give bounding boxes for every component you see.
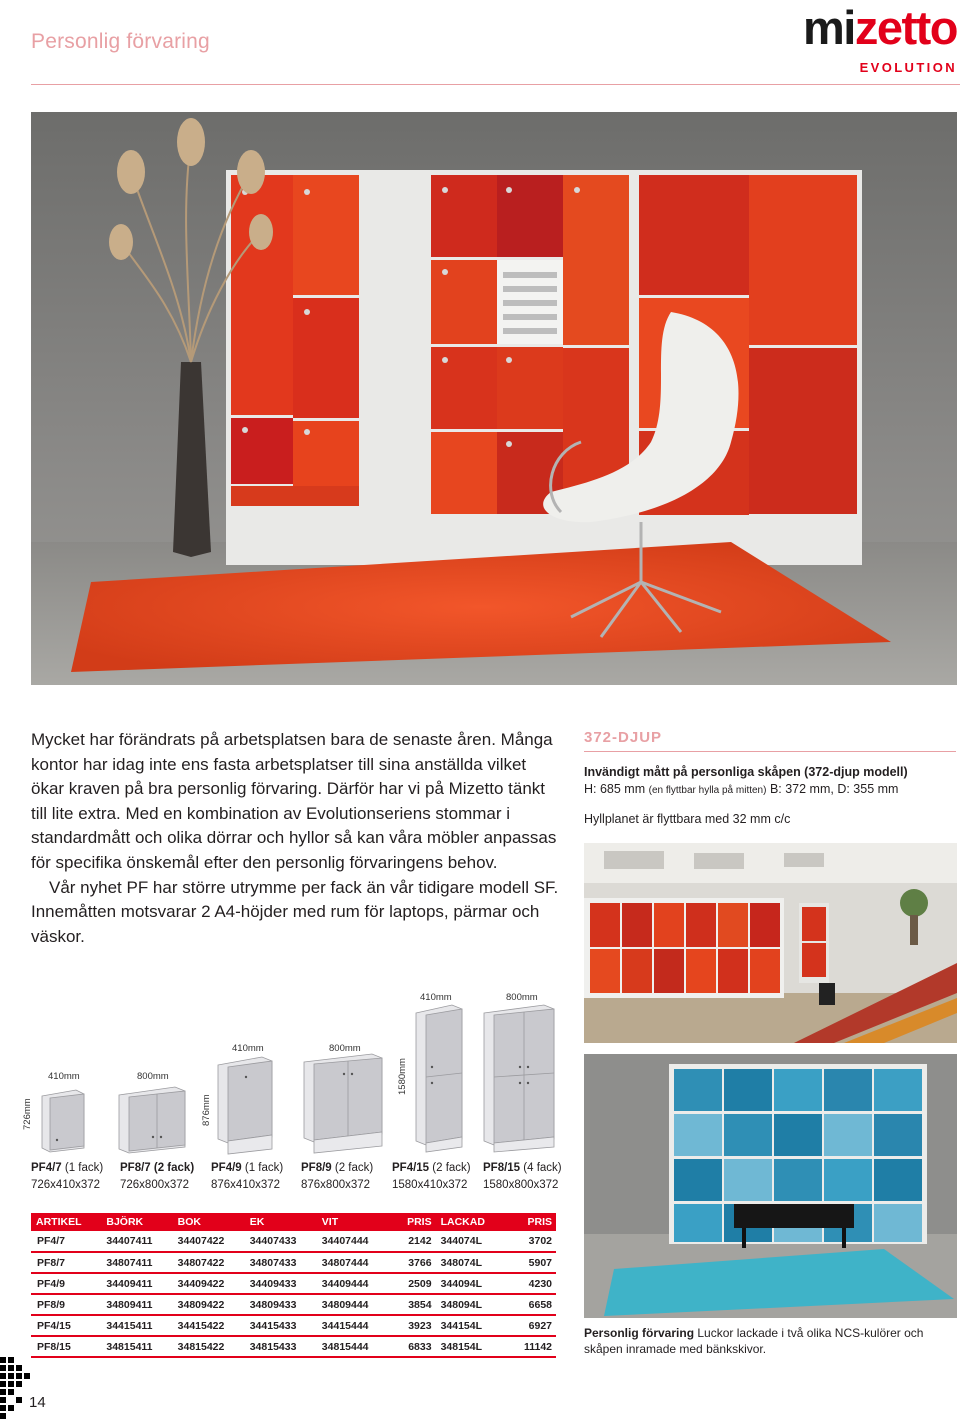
office-illustration: [584, 843, 957, 1043]
height-726-label: 726mm: [22, 1098, 33, 1130]
depth-heading-rule: [584, 751, 956, 752]
cabinet-pf4-7-drawing: [40, 1088, 86, 1154]
table-row: PF4/7 34407411 34407422 34407433 34407444 2142 344074L 3702: [31, 1231, 556, 1252]
hero-photo: [31, 112, 957, 685]
cabinet-pf8-9-drawing: [302, 1052, 384, 1154]
shelf-note: Hyllplanet är flyttbara med 32 mm c/c: [584, 812, 791, 826]
cabinet-pf4-9-drawing: [216, 1055, 274, 1155]
table-row: PF4/15 34415411 34415422 34415433 34415444 3923 344154L 6927: [31, 1315, 556, 1336]
width-800-label-large: 800mm: [506, 992, 538, 1003]
model-pf8-7: PF8/7 (2 fack) 726x800x372: [120, 1162, 195, 1191]
col-vit: VIT: [317, 1213, 389, 1231]
model-pf4-15: PF4/15 (2 fack) 1580x410x372: [392, 1162, 471, 1191]
cabinet-pf8-7-drawing: [117, 1085, 187, 1155]
spec-title: Invändigt mått på personliga skåpen (372-djup modell): [584, 765, 908, 779]
blue-lockers-illustration: [584, 1054, 957, 1318]
height-1580-label: 1580mm: [397, 1058, 408, 1095]
hero-illustration: [31, 112, 957, 685]
price-table-header: [31, 1213, 556, 1231]
spec-block: [584, 764, 960, 828]
depth-heading: 372-DJUP: [584, 729, 663, 746]
height-876-label: 876mm: [201, 1094, 212, 1126]
spec-dimensions: H: 685 mm (en flyttbar hylla på mitten) B: 372 mm, D: 355 mm: [584, 782, 899, 796]
mizetto-logo: mizetto EVOLUTION: [802, 1, 957, 75]
col-bjork: BJÖRK: [101, 1213, 172, 1231]
blue-lockers-photo: [584, 1054, 957, 1318]
office-photo: [584, 843, 957, 1043]
intro-paragraph-1: Mycket har förändrats på arbetsplatsen bara de senaste åren. Många kontor har idag inte ens fasta arbetsplatser till sina anställda vilket ökar kraven på bra personlig förvaring. Därför har vi på Mizetto tänkt till lite extra. Med en kombination av Evolutionseriens stommar i standardmått och olika dörrar och hyllor så kan våra möbler anpassas för specifika önskemål efter den personlig förvaringens behov.: [31, 730, 557, 872]
col-bok: BOK: [173, 1213, 245, 1231]
page-title: Personlig förvaring: [31, 30, 210, 53]
col-artikel: ARTIKEL: [31, 1213, 101, 1231]
cabinet-pf4-15-drawing: [414, 1003, 464, 1153]
table-row: PF8/9 34809411 34809422 34809433 34809444 3854 348094L 6658: [31, 1294, 556, 1315]
width-800-label-small: 800mm: [137, 1071, 169, 1082]
col-ek: EK: [245, 1213, 317, 1231]
width-410-label-medium: 410mm: [232, 1043, 264, 1054]
model-pf4-9: PF4/9 (1 fack) 876x410x372: [211, 1162, 284, 1191]
pixel-decoration: [0, 1357, 30, 1419]
intro-text: [31, 728, 561, 949]
table-row: PF4/9 34409411 34409422 34409433 34409444 2509 344094L 4230: [31, 1273, 556, 1294]
logo-subtitle: EVOLUTION: [859, 60, 957, 75]
width-410-label-small: 410mm: [48, 1071, 80, 1082]
model-pf8-9: PF8/9 (2 fack) 876x800x372: [301, 1162, 374, 1191]
width-800-label-medium: 800mm: [329, 1043, 361, 1054]
col-pris-lackad: PRIS: [504, 1213, 556, 1231]
col-pris: PRIS: [389, 1213, 436, 1231]
header-rule: [31, 84, 960, 85]
cabinet-pf8-15-drawing: [482, 1003, 556, 1153]
model-pf4-7: PF4/7 (1 fack) 726x410x372: [31, 1162, 104, 1191]
table-row: PF8/7 34807411 34807422 34807433 34807444 3766 348074L 5907: [31, 1252, 556, 1273]
page-number: 14: [29, 1394, 46, 1411]
photo-caption: Personlig förvaring Luckor lackade i två olika NCS-kulörer och skåpen inramade med bänkskivor.: [584, 1326, 924, 1356]
intro-paragraph-2: Vår nyhet PF har större utrymme per fack än vår tidigare modell SF. Innemåtten motsvarar 2 A4-höjder med rum för laptops, pärmar och väskor.: [31, 877, 559, 946]
table-row: PF8/15 34815411 34815422 34815433 34815444 6833 348154L 11142: [31, 1336, 556, 1357]
model-pf8-15: PF8/15 (4 fack) 1580x800x372: [483, 1162, 562, 1191]
price-table: [31, 1213, 556, 1358]
width-410-label-large: 410mm: [420, 992, 452, 1003]
col-lackad: LACKAD: [436, 1213, 505, 1231]
